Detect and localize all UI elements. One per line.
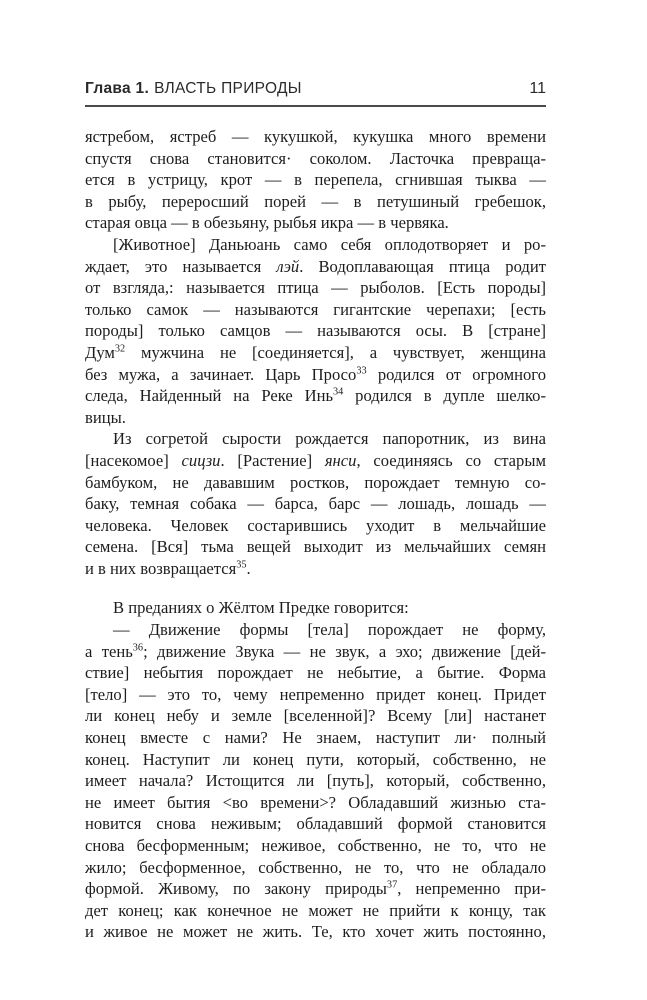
- text-line: дет конец; как конечное не может не прийти к концу, так: [85, 900, 546, 920]
- text-line: формой. Живому, по закону природы$^{37}$, непременно при-: [85, 879, 546, 899]
- text-line: и живое не может не жить. Те, кто хочет жить постоянно,: [85, 922, 546, 942]
- text-line: баку, темная собака — барса, барс — лошадь, лошадь —: [85, 494, 546, 514]
- text-line: В преданиях о Жёлтом Предке говорится:: [113, 598, 409, 618]
- paragraph: [85, 619, 546, 943]
- paragraph: [85, 126, 546, 234]
- text-line: Дум$^{32}$ мужчина не [соединяется], а чувствует, женщина: [85, 342, 546, 362]
- paragraph: [85, 597, 546, 619]
- text-line: только самок — называются гигантские черепахи; [есть: [85, 299, 546, 319]
- page-number: 11: [529, 80, 546, 97]
- text-line: а тень$^{36}$; движение Звука — не звук, а эхо; движение [дей-: [85, 641, 546, 661]
- paragraph: [85, 428, 546, 579]
- text-line: следа, Найденный на Реке Инь$^{34}$ родился в дупле шелко-: [85, 386, 546, 406]
- text-line: семена. [Вся] тьма вещей выходит из мельчайших семян: [85, 537, 546, 557]
- text-line: спустя снова становится· соколом. Ласточка превраща-: [85, 148, 546, 168]
- text-line: вицы.: [85, 407, 126, 427]
- paragraph: [85, 234, 546, 428]
- text-line: новится снова неживым; обладавший формой становится: [85, 814, 546, 834]
- text-line: [Животное] Даньюань само себя оплодотворяет и ро-: [113, 234, 546, 254]
- text-line: [тело] — это то, чему непременно придет конец. Придет: [85, 684, 546, 704]
- page-content: [85, 80, 546, 943]
- text-line: ли конец небу и земле [вселенной]? Всему [ли] настанет: [85, 706, 546, 726]
- text-line: ждает, это называется лэй. Водоплавающая птица родит: [85, 256, 546, 276]
- text-line: старая овца — в обезьяну, рыбья икра — в червяка.: [85, 213, 449, 233]
- text-line: ястребом, ястреб — кукушкой, кукушка много времени: [85, 127, 546, 146]
- text-line: не имеет бытия <во времени>? Обладавший жизнью ста-: [85, 792, 546, 812]
- text-line: человека. Человек состарившись уходит в мельчайшие: [85, 515, 546, 535]
- chapter-label: Глава 1.: [85, 80, 150, 97]
- running-header: [85, 80, 546, 107]
- text-line: от взгляда,: называется птица — рыболов. [Есть породы]: [85, 278, 546, 298]
- text-line: конец. Наступит ли конец пути, который, собственно, не: [85, 749, 546, 769]
- text-line: в рыбу, переросший порей — в петушиный гребешок,: [85, 191, 546, 211]
- header-left: [85, 80, 302, 98]
- text-line: ется в устрицу, крот — в перепела, сгнившая тыква —: [85, 170, 546, 190]
- text-line: без мужа, а зачинает. Царь Просо$^{33}$ родился от огромного: [85, 364, 546, 384]
- text-line: породы] только самцов — называются осы. В [стране]: [85, 321, 546, 341]
- text-line: конец вместе с нами? Не знаем, наступит ли· полный: [85, 728, 546, 748]
- text-line: жило; бесформенное, собственно, не то, что не обладало: [85, 857, 546, 877]
- text-line: снова бесформенным; неживое, собственно, не то, что не: [85, 836, 546, 855]
- page-body: [85, 126, 546, 943]
- text-line: бамбуком, не дававшим ростков, порождает темную со-: [85, 472, 546, 492]
- text-line: имеет начала? Истощится ли [путь], который, собственно,: [85, 771, 546, 791]
- text-line: — Движение формы [тела] порождает не форму,: [113, 620, 546, 640]
- chapter-title: ВЛАСТЬ ПРИРОДЫ: [154, 80, 302, 97]
- text-line: и в них возвращается$^{35}$.: [85, 558, 251, 578]
- text-line: Из согретой сырости рождается папоротник, из вина: [113, 429, 546, 449]
- text-line: [насекомое] сицзи. [Растение] янси, соединяясь со старым: [85, 450, 546, 470]
- text-line: ствие] небытия порождает не небытие, а бытие. Форма: [85, 663, 546, 683]
